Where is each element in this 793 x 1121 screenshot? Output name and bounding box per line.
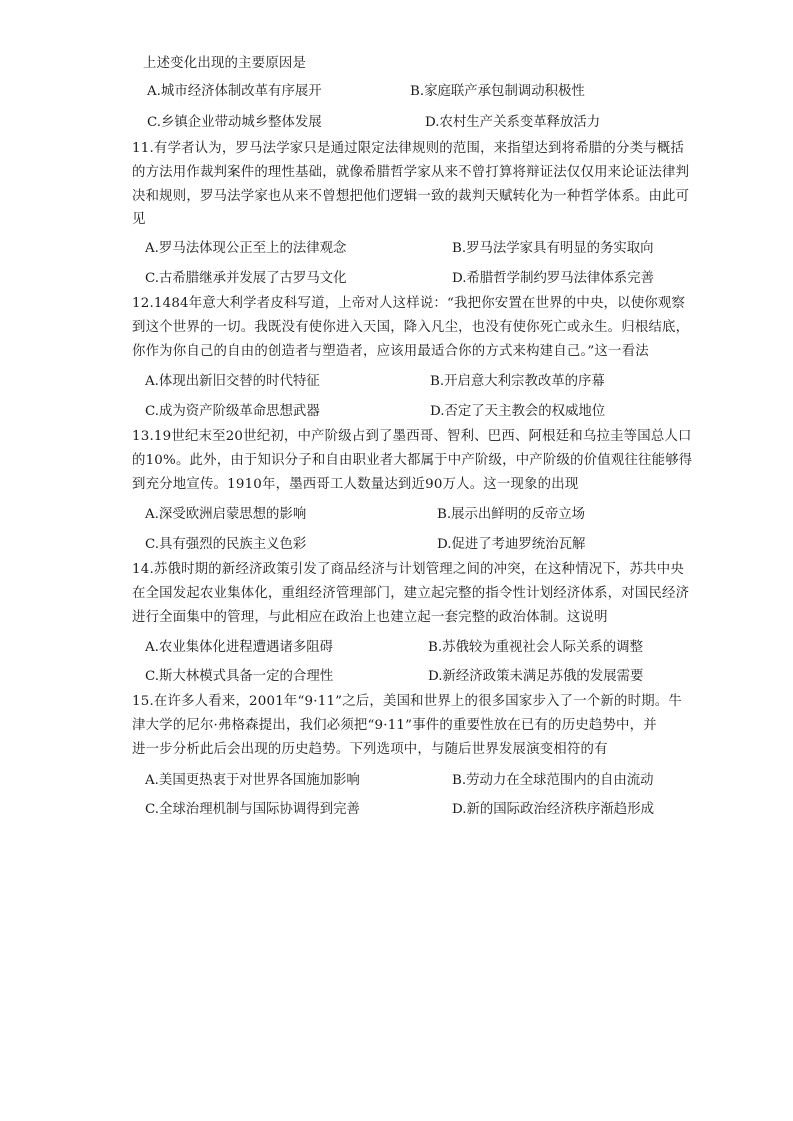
question-14-line-3: 进行全面集中的管理，与此相应在政治上也建立起一套完整的政治体制。这说明 — [132, 610, 608, 625]
question-11-option-a: A.罗马法体现公正至上的法律观念 — [145, 241, 347, 256]
question-15-option-a: A.美国更热衷于对世界各国施加影响 — [145, 773, 360, 788]
question-15-line-1: 15.在许多人看来，2001年“9·11”之后，美国和世界上的很多国家步入了一个新的时期。牛 — [132, 694, 682, 709]
question-10-stem-tail: 上述变化出现的主要原因是 — [143, 56, 307, 71]
question-13-option-b: B.展示出鲜明的反帝立场 — [437, 507, 586, 522]
question-12-option-b: B.开启意大利宗教改革的序幕 — [430, 374, 605, 389]
question-12-option-a: A.体现出新旧交替的时代特征 — [145, 374, 320, 389]
question-11-line-2: 的方法用作裁判案件的理性基础，就像希腊哲学家从来不曾打算将辩证法仅仅用来论证法律判 — [132, 165, 690, 180]
question-15-line-3: 进一步分析此后会出现的历史趋势。下列选项中，与随后世界发展演变相符的有 — [132, 742, 608, 757]
question-12-option-c: C.成为资产阶级革命思想武器 — [145, 404, 320, 419]
question-12-line-2: 到这个世界的一切。我既没有使你进入天国，降入凡尘，也没有使你死亡或永生。归根结底， — [132, 320, 690, 335]
question-10-option-d: D.农村生产关系变革释放活力 — [425, 115, 601, 130]
question-11-line-4: 见 — [132, 212, 146, 227]
question-12-option-d: D.否定了天主教会的权威地位 — [430, 404, 606, 419]
question-11-line-1: 11.有学者认为，罗马法学家只是通过限定法律规则的范围，来指望达到将希腊的分类与概括 — [132, 141, 684, 156]
question-12-line-3: 你作为你自己的自由的创造者与塑造者，应该用最适合你的方式来构建自己。”这一看法 — [132, 344, 649, 359]
question-11-option-c: C.古希腊继承并发展了古罗马文化 — [145, 271, 347, 286]
question-13-option-c: C.具有强烈的民族主义色彩 — [145, 537, 307, 552]
question-15-option-d: D.新的国际政治经济秩序渐趋形成 — [452, 802, 654, 817]
question-13-line-3: 到充分地宣传。1910年，墨西哥工人数量达到近90万人。这一现象的出现 — [132, 477, 579, 492]
question-14-option-b: B.苏俄较为重视社会人际关系的调整 — [428, 640, 643, 655]
question-11-option-b: B.罗马法学家具有明显的务实取向 — [452, 241, 654, 256]
question-12-line-1: 12.1484年意大利学者皮科写道，上帝对人这样说：“我把你安置在世界的中央，以使你观察 — [132, 296, 686, 311]
question-15-option-c: C.全球治理机制与国际协调得到完善 — [145, 802, 360, 817]
question-11-line-3: 决和规则，罗马法学家也从来不曾想把他们逻辑一致的裁判天赋转化为一种哲学体系。由此可 — [132, 189, 690, 204]
question-15-option-b: B.劳动力在全球范围内的自由流动 — [452, 773, 654, 788]
question-13-line-1: 13.19世纪末至20世纪初，中产阶级占到了墨西哥、智利、巴西、阿根廷和乌拉圭等国总人口 — [132, 429, 692, 444]
question-13-option-a: A.深受欧洲启蒙思想的影响 — [145, 507, 307, 522]
question-15-line-2: 津大学的尼尔·弗格森提出，我们必须把“9·11”事件的重要性放在已有的历史趋势中，并 — [132, 718, 657, 733]
question-14-option-c: C.斯大林模式具备一定的合理性 — [145, 669, 334, 684]
question-13-line-2: 的10%。此外，由于知识分子和自由职业者大都属于中产阶级，中产阶级的价值观往往能够得 — [132, 453, 693, 468]
question-14-line-2: 在全国发起农业集体化，重组经济管理部门，建立起完整的指令性计划经济体系，对国民经济 — [132, 586, 690, 601]
question-14-option-a: A.农业集体化进程遭遇诸多阻碍 — [145, 640, 334, 655]
question-14-option-d: D.新经济政策未满足苏俄的发展需要 — [428, 669, 644, 684]
question-10-option-b: B.家庭联产承包制调动积极性 — [410, 84, 585, 99]
question-10-option-a: A.城市经济体制改革有序展开 — [147, 84, 322, 99]
question-13-option-d: D.促进了考迪罗统治瓦解 — [437, 537, 586, 552]
question-10-option-c: C.乡镇企业带动城乡整体发展 — [147, 115, 322, 130]
question-14-line-1: 14.苏俄时期的新经济政策引发了商品经济与计划管理之间的冲突，在这种情况下，苏共中央 — [132, 562, 684, 577]
question-11-option-d: D.希腊哲学制约罗马法律体系完善 — [452, 271, 654, 286]
